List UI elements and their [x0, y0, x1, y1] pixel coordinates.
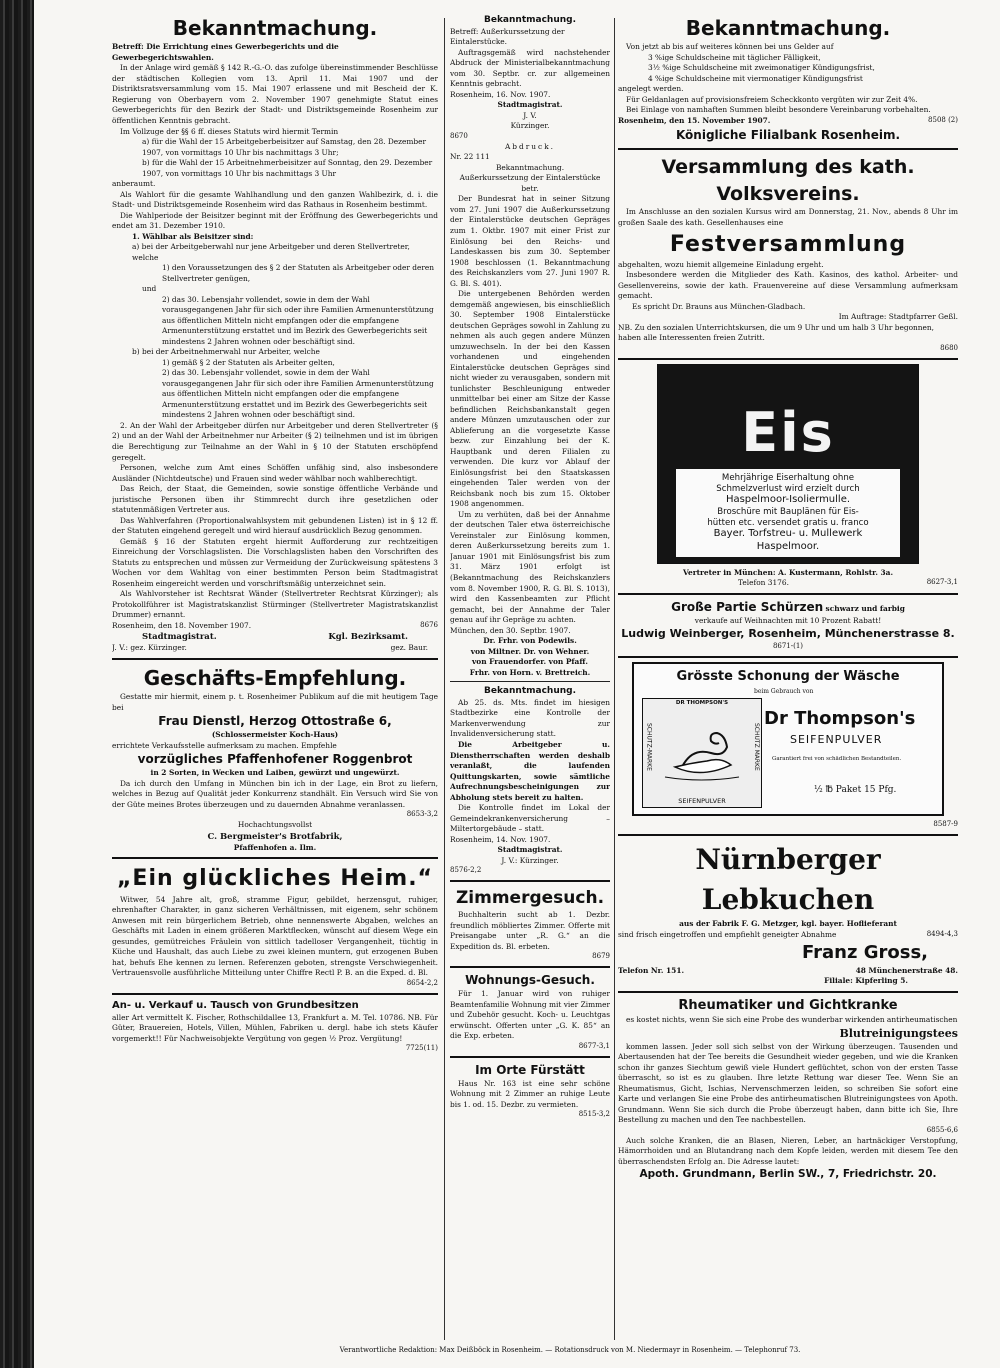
ge-prod: vorzügliches Pfaffenhofener Roggenbrot	[137, 752, 413, 767]
eis-l2: Schmelzverlust wird erzielt durch	[716, 483, 860, 494]
vv-p6: NB. Zu den sozialen Unterrichtskursen, die um 9 Uhr und um halb 3 Uhr begonnen, haben alle Interessenten freien Zutritt.	[618, 322, 935, 343]
b1-title: Bekanntmachung.	[483, 15, 576, 25]
b2-p2: Die Arbeitgeber u. Dienstherrschaften werden deshalb veranlaßt, die laufenden Quittungskarten, sowie sämtliche Aufrechnungsbescheinigungen zur Abholung stets bereit zu halten.	[450, 739, 610, 802]
bek-sig3: J. V.: gez. Kürzinger.	[112, 643, 187, 653]
th-ref: 8587-9	[933, 819, 958, 828]
book-binding-edge	[0, 0, 34, 1368]
ge-name: Frau Dienstl, Herzog Ottostraße 6,	[158, 714, 392, 729]
bk-p3: Für Geldanlagen auf provisionsfreiem Scheckkonto vergüten wir zur Zeit 4%.	[626, 94, 918, 104]
ge-hoch: Hochachtungsvollst	[237, 820, 313, 830]
b1-ref: 8670	[450, 131, 468, 140]
ge-sub: (Schlossermeister Koch-Haus)	[211, 730, 339, 740]
th-pack-left: SCHUTZ-MARKE	[645, 722, 653, 771]
bek-p6: a) bei der Arbeitgeberwahl nur jene Arbeitgeber und deren Stellvertreter, welche	[132, 242, 410, 262]
b1-sig3: Kürzinger.	[510, 121, 550, 131]
lb-from: aus der Fabrik F. G. Metzger, kgl. bayer. Hoflieferant	[679, 919, 897, 929]
ge-prod2: in 2 Sorten, in Wecken und Laiben, gewürzt und ungewürzt.	[150, 768, 400, 778]
bek-title: Bekanntmachung.	[172, 16, 378, 40]
bek-p2: Im Vollzuge der §§ 6 ff. dieses Statuts wird hiermit Termin	[120, 126, 339, 136]
rh-addr: Apoth. Grundmann, Berlin SW., 7, Friedrichstr. 20.	[639, 1168, 937, 1181]
column-right	[618, 14, 958, 1344]
eis-word: Eis	[741, 400, 835, 464]
ge-title: Geschäfts-Empfehlung.	[143, 665, 407, 690]
lb-p: sind frisch eingetroffen und empfiehlt geneigter Abnahme	[618, 929, 837, 939]
o-title: Im Orte Fürstätt	[475, 1062, 585, 1077]
ab-betr: Außerkurssetzung der Eintalerstücke betr.	[459, 173, 601, 193]
th-pack-top: DR THOMPSON'S	[675, 699, 729, 706]
sch-sub: schwarz und farbig	[825, 603, 905, 613]
an-title: An- u. Verkauf u. Tausch von Grundbesitzen	[112, 999, 359, 1011]
rh-ref: 6855-6,6	[926, 1125, 958, 1134]
eis-l5: hütten etc. versendet gratis u. franco	[707, 517, 869, 528]
vv-p4: Es spricht Dr. Brauns aus München-Gladbach.	[632, 301, 806, 311]
lb-tel: Telefon Nr. 151.	[618, 965, 685, 975]
th-pack-right: SCHUTZ MARKE	[753, 722, 760, 771]
b1-betreff: Betreff: Außerkurssetzung der Eintalerstücke.	[450, 26, 565, 47]
eis-l4: Broschüre mit Bauplänen für Eis-	[717, 506, 859, 517]
bk-title: Bekanntmachung.	[685, 16, 891, 40]
ab-title: Abdruck.	[504, 141, 556, 151]
rh-p3: Auch solche Kranken, die an Blasen, Nieren, Leber, an hartnäckiger Verstopfung, Hämorrhoiden und an Blutandrang nach dem Kopfe leiden, werden mit diesem Tee den überraschendsten Erfolg an. Die Adresse lautet:	[618, 1135, 958, 1166]
bek-p13: Personen, welche zum Amt eines Schöffen unfähig sind, also insbesondere Ausländer (Nichtdeutsche) und Frauen sind weder wählbar noch wahlberechtigt.	[112, 463, 438, 483]
th-soap: SEIFENPULVER	[790, 732, 883, 746]
soap-package	[642, 698, 762, 808]
b2-date: Rosenheim, 14. Nov. 1907.	[450, 834, 551, 844]
lb-ref: 8494-4,3	[926, 929, 958, 938]
o-ref: 8515-3,2	[578, 1110, 610, 1119]
bek-p9: b) bei der Arbeitnehmerwahl nur Arbeiter, welche	[132, 347, 320, 357]
sch-ref: 8671-(1)	[772, 642, 804, 650]
bk-sig: Königliche Filialbank Rosenheim.	[675, 127, 901, 142]
bk-p2: angelegt werden.	[618, 84, 684, 94]
b2-p1: Ab 25. ds. Mts. findet im hiesigen Stadtbezirke eine Kontrolle der Markenverwendung zur Invalidenversicherung statt.	[450, 697, 610, 739]
footer-imprint: Verantwortliche Redaktion: Max Deißböck in Rosenheim. — Rotationsdruck von M. Niedermayr in Rosenheim. — Telephonruf 73.	[339, 1346, 801, 1354]
th-price: ½ ℔ Paket 15 Pfg.	[814, 784, 897, 795]
z-ref: 8679	[592, 952, 610, 961]
bek-p7: 1) den Voraussetzungen des § 2 der Statuten als Arbeitgeber oder deren Stellvertreter genügen,	[162, 263, 434, 283]
bek-b: b) für die Wahl der 15 Arbeitnehmerbeisitzer auf Sonntag, den 29. Dezember 1907, von vormittags 10 Uhr bis nachmittags 3 Uhr	[142, 158, 433, 178]
column-rule-2	[614, 18, 615, 1340]
column-middle	[450, 14, 610, 1344]
lb-title: Nürnberger Lebkuchen	[695, 842, 881, 916]
bek-date: Rosenheim, den 18. November 1907.	[112, 620, 252, 630]
ab-nr: Nr. 22 111	[450, 152, 490, 162]
heim-p: Witwer, 54 Jahre alt, groß, stramme Figur, gebildet, herzensgut, ruhiger, ehrenhafter Charakter, in ganz sicheren Verhältnissen, mit eigenem, sehr schönem Anwesen mit rein bürgerlichem Betrieb, ohne nennenswerte Abgaben, welches an Geschäfts mit Laden in einem größeren Marktflecken, wünscht auf diesem Wege ein gesundes, gemütreiches Fräulein von sittlich tadelloser Vergangenheit, tüchtig in Küche und Haushalt, das auch Liebe zu zwei kleinen muntern, gut erzogenen Buben hat, behufs Ehe kennen zu lernen. Referenzen geboten, strengste Verschwiegenheit. Vertrauensvolle ausführliche Mitteilung unter Chiffre Rectl P. B. an die Exped. d. Bl.	[112, 894, 438, 978]
lb-addr: 48 Münchenerstraße 48.	[855, 965, 958, 975]
an-ref: 7725(11)	[405, 1044, 438, 1053]
bek-sig2: Kgl. Bezirksamt.	[328, 632, 408, 643]
th-brand: Dr Thompson's	[764, 707, 916, 729]
bek-ref: 8676	[420, 620, 438, 629]
bk-date: Rosenheim, den 15. November 1907.	[618, 116, 771, 125]
swan-icon	[661, 717, 743, 787]
ge-p1: Gestatte mir hiermit, einem p. t. Rosenheimer Publikum auf die mit heutigem Tage bei	[112, 692, 438, 712]
bek-sig1: Stadtmagistrat.	[142, 632, 217, 643]
heim-title: „Ein glückliches Heim.“	[116, 866, 434, 892]
ge-sig2: Pfaffenhofen a. Ilm.	[233, 842, 317, 852]
ge-p2: errichtete Verkaufsstelle aufmerksam zu machen. Empfehle	[112, 740, 337, 750]
eis-ref: 8627-3,1	[926, 578, 958, 587]
bek-p4: Die Wahlperiode der Beisitzer beginnt mit der Eröffnung des Gewerbegerichts und endet am 31. Dezember 1910.	[112, 210, 438, 231]
bek-p16: Gemäß § 16 der Statuten ergeht hiermit Aufforderung zur rechtzeitigen Einreichung der Vorschlagslisten. Die Vorschlagslisten haben den Vorschriften des Statuts zu entsprechen und müssen zur Vermeidung der Zurückweisung spätestens 3 Wochen vor dem Wahltag von einer bestimmten Person beim Stadtmagistrat Rosenheim eingereicht werden und vorschriftsmäßig unterzeichnet sein.	[112, 536, 438, 588]
ge-p3: Da ich durch den Umfang in München bin ich in der Lage, ein Brot zu liefern, welches in Bezug auf Qualität jeder Konkurrenz standhält. Ein Versuch wird Sie von der Güte meines Brotes überzeugen und zu dauernden Abnahme veranlassen.	[112, 778, 438, 809]
rh-p2: kommen lassen. Jeder soll sich selbst von der Wirkung überzeugen. Tausenden und Abertausenden hat der Tee bereits die Gesundheit wieder gegeben, und wie die Kranken schon ihr ganzes Siechtum gewiß viele Hundert geflüchtet, schon von der ersten Tasse überrascht, so ist es zu glauben. Ihre letzte Rettung war dieser Tee. Wenn Sie an Rheumatismus, Gicht, Ischias, Nervenschmerzen leiden, so schreiben Sie sofort eine Karte und verlangen Sie eine Probe des antirheumatischen Blutreinigungstees von Apoth. Grundmann. Wenn Sie sich durch die Probe überzeugt haben, dann bitte ich Sie, Ihre Bestellung zu machen und den Tee nachbestellen.	[618, 1041, 958, 1125]
bek-p12: 2. An der Wahl der Arbeitgeber dürfen nur Arbeitgeber und deren Stellvertreter (§ 2) und an der Wahl der Arbeitnehmer nur Arbeiter (§ 2) teilnehmen und ist im übrigen die Berechtigung zur Teilnahme an der Wahl in § 10 der Statuten erschöpfend geregelt.	[112, 420, 438, 462]
th-gar: Garantiert frei von schädlichen Bestandteilen.	[772, 755, 902, 762]
th-title: Grösste Schonung der Wäsche	[676, 668, 900, 684]
rh-title: Rheumatiker und Gichtkranke	[678, 997, 898, 1013]
lb-name: Franz Gross,	[801, 942, 928, 964]
vv-p3: Insbesondere werden die Mitglieder des Kath. Kasinos, des kathol. Arbeiter- und Gesellenvereins, sowie der kath. Frauenvereine auf diese Versammlung aufmerksam gemacht.	[618, 270, 958, 301]
o-p: Haus Nr. 163 ist eine sehr schöne Wohnung mit 2 Zimmer an ruhige Leute bis 1. od. 15. Dezbr. zu vermieten.	[450, 1078, 610, 1109]
bek-p10: 1) gemäß § 2 der Statuten als Arbeiter gelten,	[162, 357, 335, 367]
eis-vert: Vertreter in München: A. Kustermann, Rohlstr. 3a.	[682, 567, 894, 577]
b2-sig2: J. V.: Kürzinger.	[501, 855, 559, 865]
lb-fil: Filiale: Kipferling 5.	[824, 976, 908, 986]
bek-anber: anberaumt.	[112, 179, 156, 189]
vv-p5: Im Auftrage: Stadtpfarrer Geßl.	[838, 312, 958, 322]
an-p: aller Art vermittelt K. Fischer, Rothschildallee 13, Frankfurt a. M. Tel. 10786. NB. Für Güter, Brauereien, Hotels, Villen, Mühlen, Fabriken u. dergl. habe ich stets Käufer vorgemerkt!! Für Nachweisobjekte Vergütung von gegen ½ Proz. Vergütung!	[112, 1012, 438, 1043]
eis-text-panel	[676, 469, 900, 557]
bek-p11: 2) das 30. Lebensjahr vollendet, sowie in dem der Wahl vorausgegangenen Jahr für sich oder ihre Familien Armenunterstützung aus öffentlichen Mitteln nicht empfangen oder die empfangene Armenunterstützung erstattet und im Bezirk des Gewerbegerichts seit mindestens 2 Jahren wohnen oder beschäftigt sind.	[162, 368, 434, 420]
eis-tel: Telefon 3176.	[738, 578, 789, 588]
eis-ad-image	[657, 364, 919, 564]
ab-p2: Die untergebenen Behörden werden demgemäß angewiesen, bis einschließlich 30. September 1908 Eintalerstücke deutschen Gepräges sowohl in Zahlung zu nehmen als auch gegen andere Münzen umzuwechseln. In der bei den Kassen vorhandenen und eingehenden Eintalerstücke deutschen Gepräges sind nicht wieder zu verausgaben, sondern mit tunlichster Beschleunigung entweder unmittelbar bei einer am Sitze der Kasse befindlichen Reichsbankanstalt gegen andere Münzen umzutauschen oder zur Ablieferung an die vorgesetzte Kasse bezw. zur Einzahlung bei der K. Hauptbank und deren Filialen zu verwenden. Die kurz vor Ablauf der Einlösungsfrist bei den Staatskassen eingehenden Taler werden von der Reichsbank noch bis zum 15. Oktober 1908 angenommen.	[450, 289, 610, 509]
sch-title: Große Partie Schürzen	[671, 599, 824, 614]
bek-und: und	[142, 284, 157, 294]
ab-s1: Dr. Frhr. von Podewils.	[483, 636, 577, 646]
bk-ref: 8508 (2)	[928, 116, 958, 124]
b2-ref: 8576-2,2	[450, 866, 482, 875]
th-pack-bot: SEIFENPULVER	[678, 796, 726, 805]
heim-ref: 8654-2,2	[406, 978, 438, 987]
z-p: Buchhalterin sucht ab 1. Dezbr. freundlich möbliertes Zimmer. Offerte mit Preisangabe unter „R. G.“ an die Expedition ds. Bl. erbeten.	[450, 910, 610, 951]
eis-l6: Bayer. Torfstreu- u. Mullewerk	[713, 528, 863, 540]
rh-blut: Blutreinigungstees	[839, 1026, 958, 1040]
rh-p1: es kostet nichts, wenn Sie sich eine Probe des wunderbar wirkenden antirheumatischen	[626, 1015, 958, 1025]
w-p: Für 1. Januar wird von ruhiger Beamtenfamilie Wohnung mit vier Zimmer und Zubehör gesucht. Koch- u. Leuchtgas erwünscht. Offerten unter „G. K. 85“ an die Exp. erbeten.	[450, 989, 610, 1041]
bek-p17: Als Wahlvorsteher ist Rechtsrat Wänder (Stellvertreter Rechtsrat Kürzinger); als Protokollführer ist Magistratskanzlist Stürminger (Stellvertreter Magistratskanzlist Drummer) ernannt.	[112, 589, 438, 620]
bek-p14: Das Reich, der Staat, die Gemeinden, sowie sonstige öffentliche Verbände und juristische Personen üben ihr Stimmrecht durch ihre gesetzlichen oder statutenmäßigen Vertreter aus.	[112, 484, 438, 515]
b2-p3: Die Kontrolle findet im Lokal der Gemeindekrankenversicherung – Miltertorgebäude – statt.	[450, 803, 610, 834]
sch-p: verkaufe auf Weihnachten mit 10 Prozent Rabatt!	[694, 615, 882, 625]
w-title: Wohnungs-Gesuch.	[465, 973, 595, 988]
column-left	[112, 14, 438, 1344]
ab-s3: von Frauendorfer. von Pfaff.	[472, 657, 588, 667]
bk-l3: 4 %ige Schuldscheine mit viermonatiger Kündigungsfrist	[648, 73, 863, 83]
b1-sig: Stadtmagistrat.	[497, 100, 563, 110]
bek-p1: In der Anlage wird gemäß § 142 R.-G.-O. das zufolge übereinstimmender Beschlüsse der städtischen Kollegien vom 13. April 11. Mai 1907 und der Distriktsratsversammlung vom 15. Mai 1907 erlassene und mit Bescheid der K. Regierung von Oberbayern vom 2. November 1907 genehmigte Statut eines Gewerbegerichts für den Bezirk der Stadt- und Distriktsgemeinde Rosenheim zur öffentlichen Kenntnis gebracht.	[112, 63, 438, 125]
eis-l1: Mehrjährige Eiserhaltung ohne	[721, 472, 855, 483]
bk-l1: 3 %ige Schuldscheine mit täglicher Fälligkeit,	[648, 52, 821, 62]
b2-sig: Stadtmagistrat.	[497, 845, 563, 855]
column-rule-1	[444, 18, 445, 1340]
vv-ref: 8680	[940, 343, 958, 352]
bek-a: a) für die Wahl der 15 Arbeitgeberbeisitzer auf Samstag, den 28. Dezember 1907, von vormittags 10 Uhr bis nachmittags 3 Uhr;	[142, 137, 427, 157]
w-ref: 8677-3,1	[578, 1041, 610, 1050]
ab-s2: von Miltner. Dr. von Wehner.	[470, 646, 590, 656]
bek-p8: 2) das 30. Lebensjahr vollendet, sowie in dem der Wahl vorausgegangenen Jahr für sich oder ihre Familien Armenunterstützung aus öffentlichen Mitteln nicht empfangen oder die empfangene Armenunterstützung erstattet und im Bezirk des Gewerbegerichts seit mindestens 2 Jahren wohnen oder beschäftigt sind.	[162, 294, 434, 346]
eis-l7: Haspelmoor.	[756, 540, 820, 552]
bk-p1: Von jetzt ab bis auf weiteres können bei uns Gelder auf	[626, 42, 834, 52]
vv-title: Versammlung des kath. Volksvereins.	[661, 155, 915, 205]
b2-title: Bekanntmachung.	[483, 686, 576, 697]
ab-date: München, den 30. Septbr. 1907.	[450, 625, 571, 635]
b1-date: Rosenheim, 16. Nov. 1907.	[450, 89, 551, 99]
sch-name: Ludwig Weinberger, Rosenheim, Münchenerstrasse 8.	[621, 627, 955, 641]
z-title: Zimmergesuch.	[455, 888, 605, 909]
bk-l2: 3½ %ige Schuldscheine mit zweimonatiger Kündigungsfrist,	[648, 63, 875, 73]
ab-p1: Der Bundesrat hat in seiner Sitzung vom 27. Juni 1907 die Außerkurssetzung der Eintalerstücke deutschen Gepräges zum 1. Oktbr. 1907 mit einer Frist zur Einlösung bei den Reichs- und Landeskassen bis zum 30. September 1908 beschlossen (1. Bekanntmachung des Reichskanzlers vom 27. Juni 1907 R. G. Bl. S. 401).	[450, 194, 610, 288]
b1-p: Auftragsgemäß wird nachstehender Abdruck der Ministerialbekanntmachung vom 30. Septbr. cr. zur allgemeinen Kenntnis gebracht.	[450, 47, 610, 89]
bek-p15: Das Wahlverfahren (Proportionalwahlsystem mit gebundenen Listen) ist in § 12 ff. der Statuten eingehend geregelt und wird hierauf ausdrücklich Bezug genommen.	[112, 515, 438, 536]
bek-betreff: Betreff: Die Errichtung eines Gewerbegerichts und die Gewerbegerichtswahlen.	[112, 42, 339, 62]
ab-sub: Bekanntmachung.	[495, 162, 565, 172]
bk-p4: Bei Einlage von namhaften Summen bleibt besondere Vereinbarung vorbehalten.	[626, 105, 931, 115]
bek-p3: Als Wahlort für die gesamte Wahlhandlung und den ganzen Wahlbezirk, d. i. die Stadt- und Distriktsgemeinde Rosenheim wird das Rathaus in Rosenheim bestimmt.	[112, 189, 438, 210]
ge-sig: C. Bergmeister's Brotfabrik,	[207, 831, 343, 842]
bek-sig4: gez. Baur.	[390, 643, 428, 653]
th-sub: beim Gebrauch von	[754, 687, 814, 695]
b1-sig2: J. V.	[523, 110, 537, 120]
vv-p2: abgehalten, wozu hiemit allgemeine Einladung ergeht.	[618, 259, 824, 269]
thompson-ad-image	[632, 662, 944, 816]
bek-p5: 1. Wählbar als Beisitzer sind:	[132, 231, 254, 241]
ab-s4: Frhr. von Horn. v. Brettreich.	[469, 667, 591, 677]
ab-p3: Um zu verhüten, daß bei der Annahme der deutschen Taler etwa österreichische Vereinstaler zur Einlösung kommen, deren Außerkurssetzung bereits zum 1. Januar 1901 mit Einlösungsfrist bis zum 31. März 1901 erfolgt ist (Bekanntmachung des Reichskanzlers vom 8. November 1900, R. G. Bl. S. 1013), wird den Kassenbeamten zur Pflicht gemacht, bei der Annahme der Taler genau auf ihr Gepräge zu achten.	[450, 509, 610, 625]
vv-big: Festversammlung	[669, 231, 907, 257]
ge-ref: 8653-3,2	[406, 810, 438, 819]
vv-p1: Im Anschlusse an den sozialen Kursus wird am Donnerstag, 21. Nov., abends 8 Uhr im großen Saale des kath. Gesellenhauses eine	[618, 207, 958, 227]
eis-l3: Haspelmoor-Isoliermulle.	[725, 494, 851, 506]
